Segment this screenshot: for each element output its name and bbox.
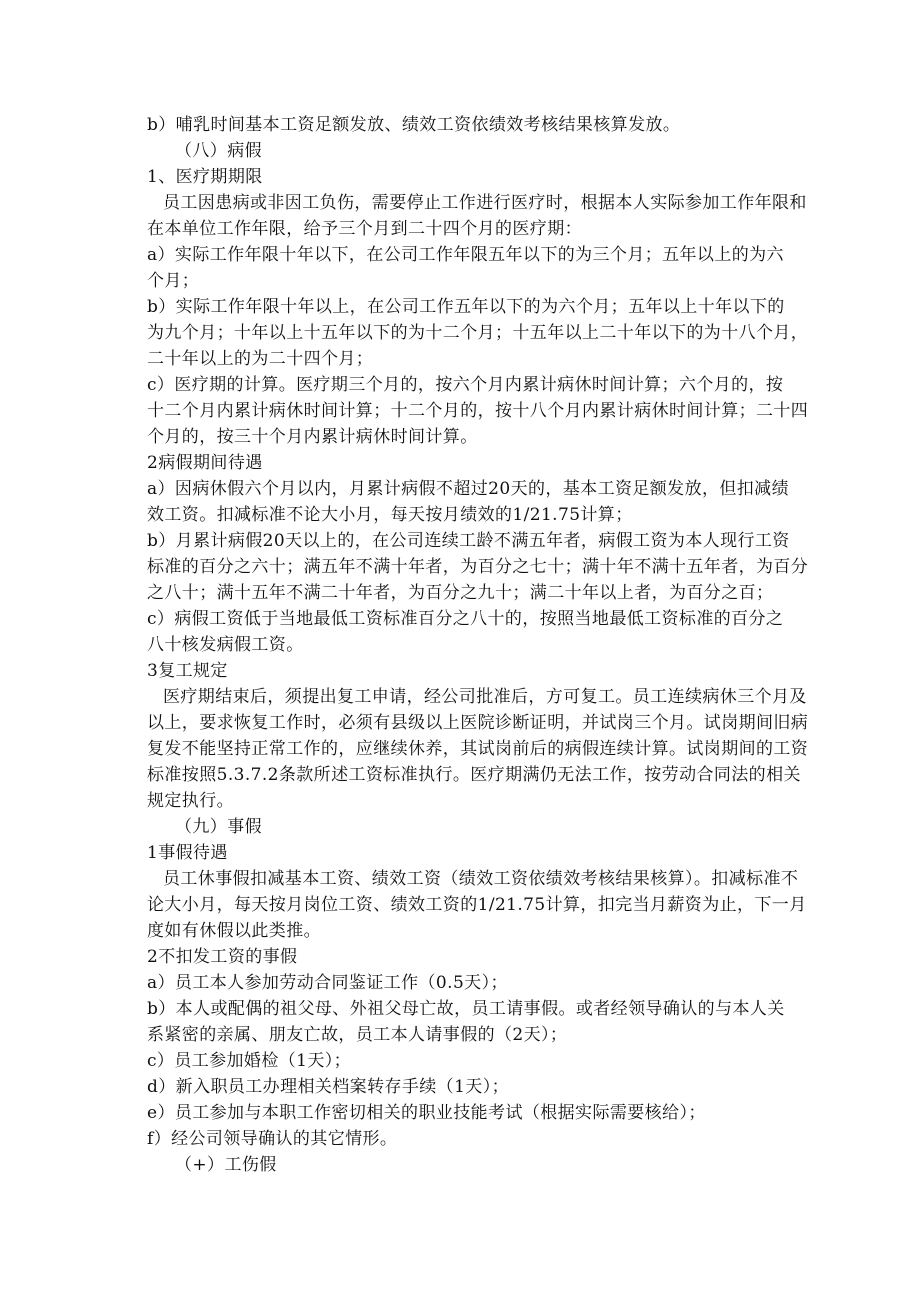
text-line: 员工休事假扣减基本工资、绩效工资（绩效工资依绩效考核结果核算）。扣减标准不 bbox=[163, 869, 799, 889]
text-line: b）实际工作年限十年以上，在公司工作五年以下的为六个月；五年以上十年以下的 bbox=[147, 297, 785, 317]
text-line: a）员工本人参加劳动合同鉴证工作（0.5天）； bbox=[147, 973, 508, 993]
subsection-heading: 1、医疗期期限 bbox=[147, 167, 263, 187]
text-line: 个月的，按三十个月内累计病休时间计算。 bbox=[147, 427, 478, 447]
text-line: 度如有休假以此类推。 bbox=[147, 921, 321, 941]
text-line: a）因病休假六个月以内，月累计病假不超过20天的，基本工资足额发放，但扣减绩 bbox=[147, 479, 789, 499]
section-heading: （+）工伤假 bbox=[175, 1155, 277, 1175]
subsection-heading: 2病假期间待遇 bbox=[147, 453, 263, 473]
text-line: b）哺乳时间基本工资足额发放、绩效工资依绩效考核结果核算发放。 bbox=[147, 115, 681, 135]
text-line: 标准的百分之六十；满五年不满十年者，为百分之七十；满十年不满十五年者，为百分 bbox=[147, 557, 809, 577]
text-line: 十二个月内累计病休时间计算；十二个月的，按十八个月内累计病休时间计算；二十四 bbox=[147, 401, 809, 421]
text-line: 以上，要求恢复工作时，必须有县级以上医院诊断证明，并试岗三个月。试岗期间旧病 bbox=[147, 713, 809, 733]
text-line: 八十核发病假工资。 bbox=[147, 635, 304, 655]
text-line: d）新入职员工办理相关档案转存手续（1天）； bbox=[147, 1077, 509, 1097]
text-line: 之八十；满十五年不满二十年者，为百分之九十；满二十年以上者，为百分之百； bbox=[147, 583, 774, 603]
text-line: 医疗期结束后，须提出复工申请，经公司批准后，方可复工。员工连续病休三个月及 bbox=[163, 687, 807, 707]
text-line: b）月累计病假20天以上的，在公司连续工龄不满五年者，病假工资为本人现行工资 bbox=[147, 531, 790, 551]
text-line: 员工因患病或非因工负伤，需要停止工作进行医疗时，根据本人实际参加工作年限和 bbox=[163, 193, 807, 213]
text-line: 论大小月，每天按月岗位工资、绩效工资的1/21.75计算，扣完当月薪资为止，下一月 bbox=[147, 895, 807, 915]
text-line: c）医疗期的计算。医疗期三个月的，按六个月内累计病休时间计算；六个月的，按 bbox=[147, 375, 784, 395]
text-line: f）经公司领导确认的其它情形。 bbox=[147, 1129, 398, 1149]
subsection-heading: 1事假待遇 bbox=[147, 843, 228, 863]
text-line: 二十年以上的为二十四个月； bbox=[147, 349, 374, 369]
text-line: 系紧密的亲属、朋友亡故，员工本人请事假的（2天）； bbox=[147, 1025, 568, 1045]
text-line: e）员工参加与本职工作密切相关的职业技能考试（根据实际需要核给）； bbox=[147, 1103, 706, 1123]
text-line: c）员工参加婚检（1天）； bbox=[147, 1051, 352, 1071]
text-line: 标准按照5.3.7.2条款所述工资标准执行。医疗期满仍无法工作，按劳动合同法的相关 bbox=[147, 765, 801, 785]
text-line: a）实际工作年限十年以下，在公司工作年限五年以下的为三个月；五年以上的为六 bbox=[147, 245, 784, 265]
subsection-heading: 2不扣发工资的事假 bbox=[147, 947, 298, 967]
subsection-heading: 3复工规定 bbox=[147, 661, 228, 681]
text-line: 效工资。扣减标准不论大小月，每天按月绩效的1/21.75计算； bbox=[147, 505, 633, 525]
text-line: 为九个月；十年以上十五年以下的为十二个月；十五年以上二十年以下的为十八个月， bbox=[147, 323, 809, 343]
section-heading: （九）事假 bbox=[175, 817, 262, 837]
text-line: c）病假工资低于当地最低工资标准百分之八十的，按照当地最低工资标准的百分之 bbox=[147, 609, 784, 629]
text-line: 在本单位工作年限，给予三个月到二十四个月的医疗期： bbox=[147, 219, 582, 239]
text-line: b）本人或配偶的祖父母、外祖父母亡故，员工请事假。或者经领导确认的与本人关 bbox=[147, 999, 785, 1019]
text-line: 复发不能坚持正常工作的，应继续休养，其试岗前后的病假连续计算。试岗期间的工资 bbox=[147, 739, 809, 759]
section-heading: （八）病假 bbox=[175, 141, 262, 161]
text-line: 规定执行。 bbox=[147, 791, 234, 811]
text-line: 个月； bbox=[147, 271, 200, 291]
